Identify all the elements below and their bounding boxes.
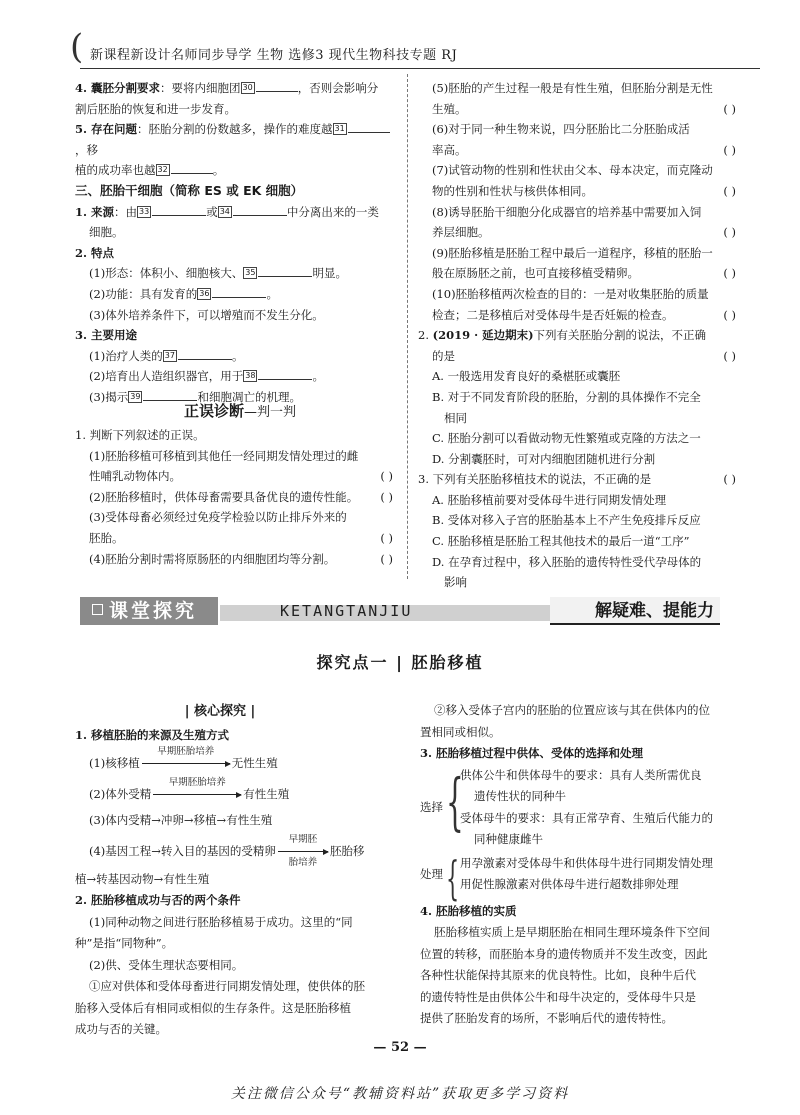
curly-brace-icon: { <box>446 850 460 905</box>
option[interactable]: C. 胚胎分割可以看做动物无性繁殖或克隆的方法之一 <box>432 431 701 446</box>
right-column-top: (5)胚胎的产生过程一般是有性生殖，但胚胎分割是无性 生殖。 ( ) (6)对于同一种生物来说，四分胚胎比二分胚胎成活 率高。 ( ) (7)试管动物的性别和性状由父本、母本决定，而克隆动 物的性别和性状与核供体相同。 ( ) (8)诱导胚胎干细胞分化成器官的培养基中需要加入饲 养层细胞。 ( ) (9)胚胎移植是胚胎工程中最后一道程序，移植的胚胎一 般在原肠胚之前，也可直接移植受精卵。 ( ) (10)胚胎移植两次检查的目的：一是对收集胚胎的质量 检查；二是移植后对受体母牛是否妊娠的检查。 ( ) 2. (2019 · 延边期末)下列有关胚胎分割的说法，不正确 的是 ( ) A. 一般选用发育良好的桑椹胚或囊胚 B. 对于不同发育阶段的胚胎，分割的具体操作不完全 相同 C. 胚胎分割可以看做动物无性繁殖或克隆的方法之一 D. 分割囊胚时，可对内细胞团随机进行分割 3. 下列有关胚胎移植技术的说法，不正确的是 ( ) A. 胚胎移植前要对受体母牛进行同期发情处理 B. 受体对移入子宫的胚胎基本上不产生免疫排斥反应 C. 胚胎移植是胚胎工程其他技术的最后一道“工序” D. 在孕育过程中，移入胚胎的遗传特性受代孕母体的 影响 <box>418 81 736 590</box>
answer-paren[interactable]: ( ) <box>723 142 736 157</box>
arrow-icon: 早期胚胎培养 <box>153 784 241 795</box>
fill-blank[interactable] <box>178 347 232 360</box>
lower-left-column: 1. 移植胚胎的来源及生殖方式 (1)核移植 早期胚胎培养 无性生殖 (2)体外受精 早期胚胎培养 有性生殖 (3)体内受精→冲卵→移植→有性生殖 (4)基因工程→转入目的基因的受精卵 早期胚 胎培养 胚胎移 植→转基因动物→有性生殖 2. 胚胎移植成功与否的两个条件 (1)同种动物之间进行胚胎移植易于成功。这里的“同 种”是指“同物种”。 (2)供、受体生理状态要相同。 ①应对供体和受体母畜进行同期发情处理，使供体的胚 胎移入受体后有相同或相似的生存条件。这是胚胎移植 成功与否的关键。 <box>75 728 365 1036</box>
zhengwu-heading: 正误诊断—判一判 <box>183 402 297 420</box>
source-tag: (2019 · 延边期末) <box>432 328 534 343</box>
answer-paren[interactable]: ( ) <box>380 530 393 545</box>
answer-paren[interactable]: ( ) <box>723 266 736 281</box>
fill-blank[interactable] <box>256 79 298 92</box>
page-number: — 52 — <box>373 1040 427 1055</box>
footer-note: 关注微信公众号“教辅资料站”获取更多学习资料 <box>230 1086 570 1102</box>
arrow-icon: 早期胚 胎培养 <box>278 841 328 852</box>
curly-brace-icon: { <box>446 764 464 838</box>
square-icon <box>92 604 103 615</box>
fill-blank[interactable] <box>258 367 312 380</box>
option[interactable]: A. 一般选用发育良好的桑椹胚或囊胚 <box>432 369 621 384</box>
page-header <box>70 27 750 70</box>
band-label: 课堂探究 <box>80 597 218 625</box>
option[interactable]: A. 胚胎移植前要对受体母牛进行同期发情处理 <box>432 492 667 507</box>
answer-paren[interactable]: ( ) <box>723 348 736 363</box>
answer-paren[interactable]: ( ) <box>723 183 736 198</box>
section-band <box>80 597 720 627</box>
processing-block: 处理 { 用孕激素对受体母牛和供体母牛进行同期发情处理 用促性腺激素对供体母牛进行超数排卵处理 <box>420 853 736 897</box>
inquiry-point-title: 探究点一 | 胚胎移植 <box>316 653 484 672</box>
option[interactable]: D. 分割囊胚时，可对内细胞团随机进行分割 <box>432 451 656 466</box>
answer-paren[interactable]: ( ) <box>723 101 736 116</box>
answer-paren[interactable]: ( ) <box>723 225 736 240</box>
fill-blank[interactable] <box>152 203 206 216</box>
option[interactable]: C. 胚胎移植是胚胎工程其他技术的最后一道“工序” <box>432 534 690 549</box>
section-heading-es-cells: 三、胚胎干细胞（简称 ES 或 EK 细胞） <box>75 182 304 198</box>
fill-blank[interactable] <box>212 285 266 298</box>
fill-blank[interactable] <box>258 264 312 277</box>
selection-block: 选择 { 供体公牛和供体母牛的要求：具有人类所需优良 遗传性状的同种牛 受体母牛的要求：具有正常孕育、生殖后代能力的 同种健康雌牛 <box>420 764 713 846</box>
band-right-label: 解疑难、提能力 <box>550 597 720 625</box>
option[interactable]: B. 对于不同发育阶段的胚胎，分割的具体操作不完全 <box>432 389 701 404</box>
judge-section: 1. 判断下列叙述的正误。 (1)胚胎移植可移植到其他任一经同期发情处理过的雌 性哺乳动物体内。 ( ) (2)胚胎移植时，供体母畜需要具备优良的遗传性能。 ( ) (3)受体母畜必须经过免疫学检验以防止排斥外来的 胚胎。 ( ) (4)胚胎分割时需将原肠胚的内细胞团均等分割。 ( ) <box>75 425 393 569</box>
option[interactable]: B. 受体对移入子宫的胚胎基本上不产生免疫排斥反应 <box>432 513 701 528</box>
arrow-icon: 早期胚胎培养 <box>142 753 230 764</box>
answer-paren[interactable]: ( ) <box>380 489 393 504</box>
header-rule <box>80 68 760 69</box>
column-divider <box>407 74 408 579</box>
lower-right-column: ②移入受体子宫内的胚胎的位置应该与其在供体内的位 置相同或相似。 3. 胚胎移植过程中供体、受体的选择和处理 选择 { 供体公牛和供体母牛的要求：具有人类所需优良 遗传性状的同种牛 受体母牛的要求：具有正常孕育、生殖后代能力的 同种健康雌牛 处理 { 用孕激素对受体母牛和供体母牛进行同期发情处理 用促性腺激素对供体母牛进行超数排卵处理 4. 胚胎移植的实质 胚胎移植实质上是早期胚胎在相同生理环境条件下空间 位置的转移，而胚胎本身的遗传物质并不发生改变，因此 各种性状能保持其原来的优良特性。比如，良种牛后代 的遗传特性是由供体公牛和母牛决定的，受体母牛只是 提供了胚胎发育的场所，不影响后代的遗传特性。 <box>420 700 736 1030</box>
answer-paren[interactable]: ( ) <box>723 472 736 487</box>
item-4: 4. 囊胚分割要求：要将内细胞团 30 ，否则会影响分 <box>75 81 379 95</box>
core-inquiry-heading: | 核心探究 | <box>184 704 256 719</box>
band-pinyin: KETANGTANJIU <box>280 602 413 620</box>
fill-blank[interactable] <box>233 203 287 216</box>
answer-paren[interactable]: ( ) <box>380 469 393 484</box>
left-column-top: 4. 囊胚分割要求：要将内细胞团 30 ，否则会影响分 割后胚胎的恢复和进一步发育。 5. 存在问题：胚胎分割的份数越多，操作的难度越 31，移 植的成功率也越 32 。 三、胚胎干细胞（简称 ES 或 EK 细胞） 1. 来源：由 33 或 34 中分离出来的一类 细胞。 2. 特点 (1)形态：体积小、细胞核大、 35 明显。 (2)功能：具有发育的 36 。 (3)体外培养条件下，可以增殖而不发生分化。 3. 主要用途 (1)治疗人类的 37 。 (2)培育出人造组织器官，用于 38 。 (3)揭示 39 和细胞凋亡的机理。 <box>75 78 393 408</box>
answer-paren[interactable]: ( ) <box>380 551 393 566</box>
fill-blank[interactable] <box>143 388 197 401</box>
header-title: 新课程新设计名师同步导学 生物 选修3 现代生物科技专题 RJ <box>90 48 458 63</box>
fill-blank[interactable] <box>171 161 213 174</box>
option[interactable]: D. 在孕育过程中，移入胚胎的遗传特性受代孕母体的 <box>432 554 702 569</box>
fill-blank[interactable] <box>348 120 390 133</box>
answer-paren[interactable]: ( ) <box>723 307 736 322</box>
header-brace-ornament: ( <box>70 27 84 67</box>
item-5: 5. 存在问题：胚胎分割的份数越多，操作的难度越 31，移 <box>75 119 393 160</box>
